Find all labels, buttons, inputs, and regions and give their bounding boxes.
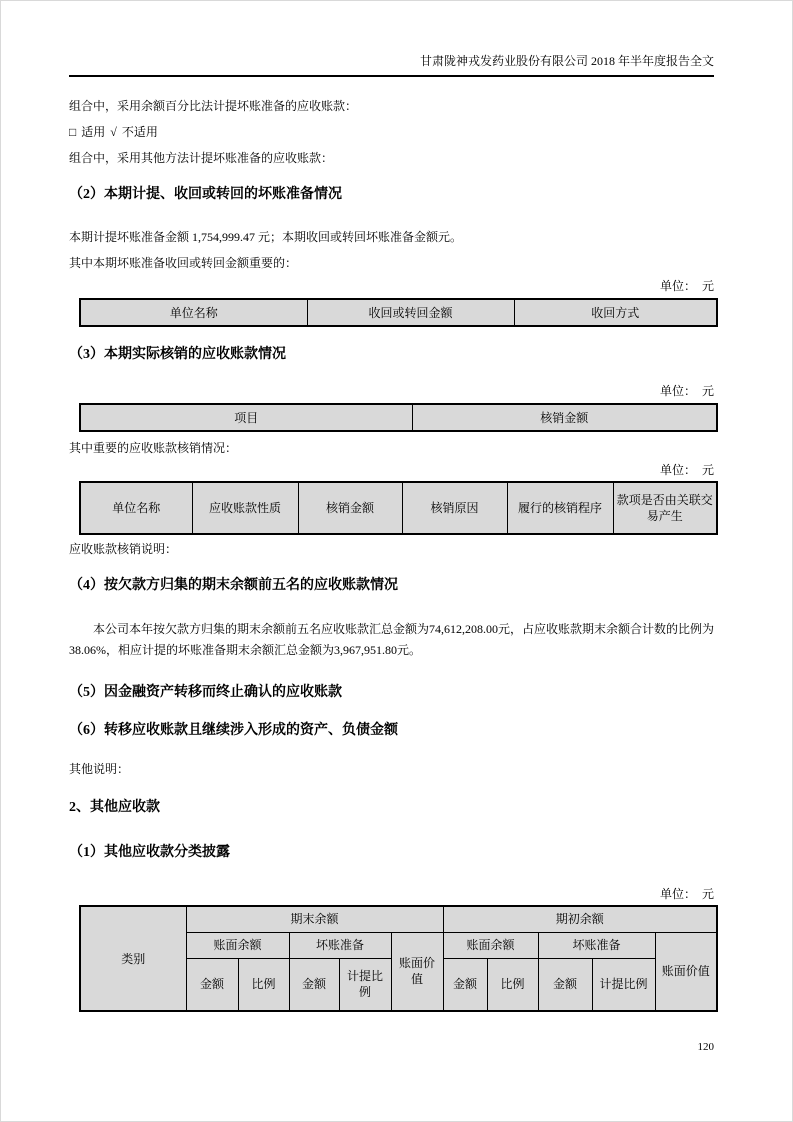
th-unit-name: 单位名称 bbox=[80, 299, 307, 326]
th-recovery-method: 收回方式 bbox=[514, 299, 717, 326]
th-book-balance: 账面余额 bbox=[443, 932, 538, 958]
section-2-para-2: 其中本期坏账准备收回或转回金额重要的： bbox=[69, 256, 298, 270]
section-5-heading: （5）因金融资产转移而终止确认的应收账款 bbox=[69, 685, 342, 700]
unit-label: 单位： 元 bbox=[659, 463, 714, 477]
th-receivable-nature: 应收账款性质 bbox=[192, 482, 298, 534]
unit-label: 单位： 元 bbox=[659, 279, 714, 293]
unit-label: 单位： 元 bbox=[659, 887, 714, 901]
section-4-paragraph: 本公司本年按欠款方归集的期末余额前五名应收账款汇总金额为74,612,208.00元，占应收账款期末余额合计数的比例为38.06%，相应计提的坏账准备期末余额汇总金额为3,967,951.80元。 bbox=[69, 622, 715, 657]
th-book-balance: 账面余额 bbox=[186, 932, 289, 958]
th-writeoff-amount: 核销金额 bbox=[298, 482, 402, 534]
combination-method-line-2: 组合中，采用其他方法计提坏账准备的应收账款： bbox=[69, 151, 334, 165]
recovery-reversal-table bbox=[79, 298, 718, 327]
th-period-begin-balance-group: 期初余额 bbox=[443, 906, 717, 932]
section-2-heading: （2）本期计提、收回或转回的坏账准备情况 bbox=[69, 187, 342, 202]
th-amount: 金额 bbox=[186, 958, 238, 1011]
th-period-end-balance-group: 期末余额 bbox=[186, 906, 443, 932]
th-amount: 金额 bbox=[443, 958, 487, 1011]
important-writeoff-table bbox=[79, 481, 718, 535]
th-writeoff-amount: 核销金额 bbox=[412, 404, 717, 431]
th-writeoff-procedure: 履行的核销程序 bbox=[507, 482, 613, 534]
th-unit-name: 单位名称 bbox=[80, 482, 192, 534]
section-3-heading: （3）本期实际核销的应收账款情况 bbox=[69, 347, 286, 362]
th-provision-ratio: 计提比例 bbox=[592, 958, 655, 1011]
applicability-line bbox=[69, 124, 714, 141]
th-recovered-amount: 收回或转回金额 bbox=[307, 299, 514, 326]
th-project: 项目 bbox=[80, 404, 412, 431]
combination-method-line-1: 组合中，采用余额百分比法计提坏账准备的应收账款： bbox=[69, 99, 358, 113]
other-note-line: 其他说明： bbox=[69, 762, 130, 776]
writeoff-project-table bbox=[79, 403, 718, 432]
other-receivables-sub-heading: （1）其他应收款分类披露 bbox=[69, 845, 230, 860]
page-number: 120 bbox=[697, 1041, 714, 1053]
th-ratio: 比例 bbox=[238, 958, 289, 1011]
th-category: 类别 bbox=[80, 906, 186, 1011]
checkbox-unchecked-icon: □ bbox=[69, 125, 77, 139]
not-applicable-label: 不适用 bbox=[121, 125, 158, 139]
section-2-para-1: 本期计提坏账准备金额 1,754,999.47 元；本期收回或转回坏账准备金额元。 bbox=[69, 230, 463, 244]
other-receivables-classification-table bbox=[79, 905, 718, 1012]
th-book-value: 账面价值 bbox=[391, 932, 443, 1011]
document-header bbox=[69, 53, 714, 77]
writeoff-note-line: 应收账款核销说明： bbox=[69, 542, 178, 556]
check-icon: √ bbox=[110, 125, 117, 139]
th-related-party: 款项是否由关联交易产生 bbox=[613, 482, 717, 534]
other-receivables-heading: 2、其他应收款 bbox=[69, 800, 160, 815]
applicable-label: 适用 bbox=[81, 125, 106, 139]
th-book-value: 账面价值 bbox=[655, 932, 717, 1011]
th-bad-debt-provision: 坏账准备 bbox=[538, 932, 655, 958]
section-4-heading: （4）按欠款方归集的期末余额前五名的应收账款情况 bbox=[69, 578, 398, 593]
th-ratio: 比例 bbox=[487, 958, 538, 1011]
th-amount: 金额 bbox=[538, 958, 592, 1011]
th-provision-ratio: 计提比例 bbox=[339, 958, 391, 1011]
section-6-heading: （6）转移应收账款且继续涉入形成的资产、负债金额 bbox=[69, 723, 398, 738]
unit-label: 单位： 元 bbox=[659, 384, 714, 398]
th-writeoff-reason: 核销原因 bbox=[402, 482, 507, 534]
th-amount: 金额 bbox=[289, 958, 339, 1011]
th-bad-debt-provision: 坏账准备 bbox=[289, 932, 391, 958]
document-title: 甘肃陇神戎发药业股份有限公司 2018 年半年度报告全文 bbox=[419, 54, 714, 68]
important-writeoff-line: 其中重要的应收账款核销情况： bbox=[69, 441, 238, 455]
